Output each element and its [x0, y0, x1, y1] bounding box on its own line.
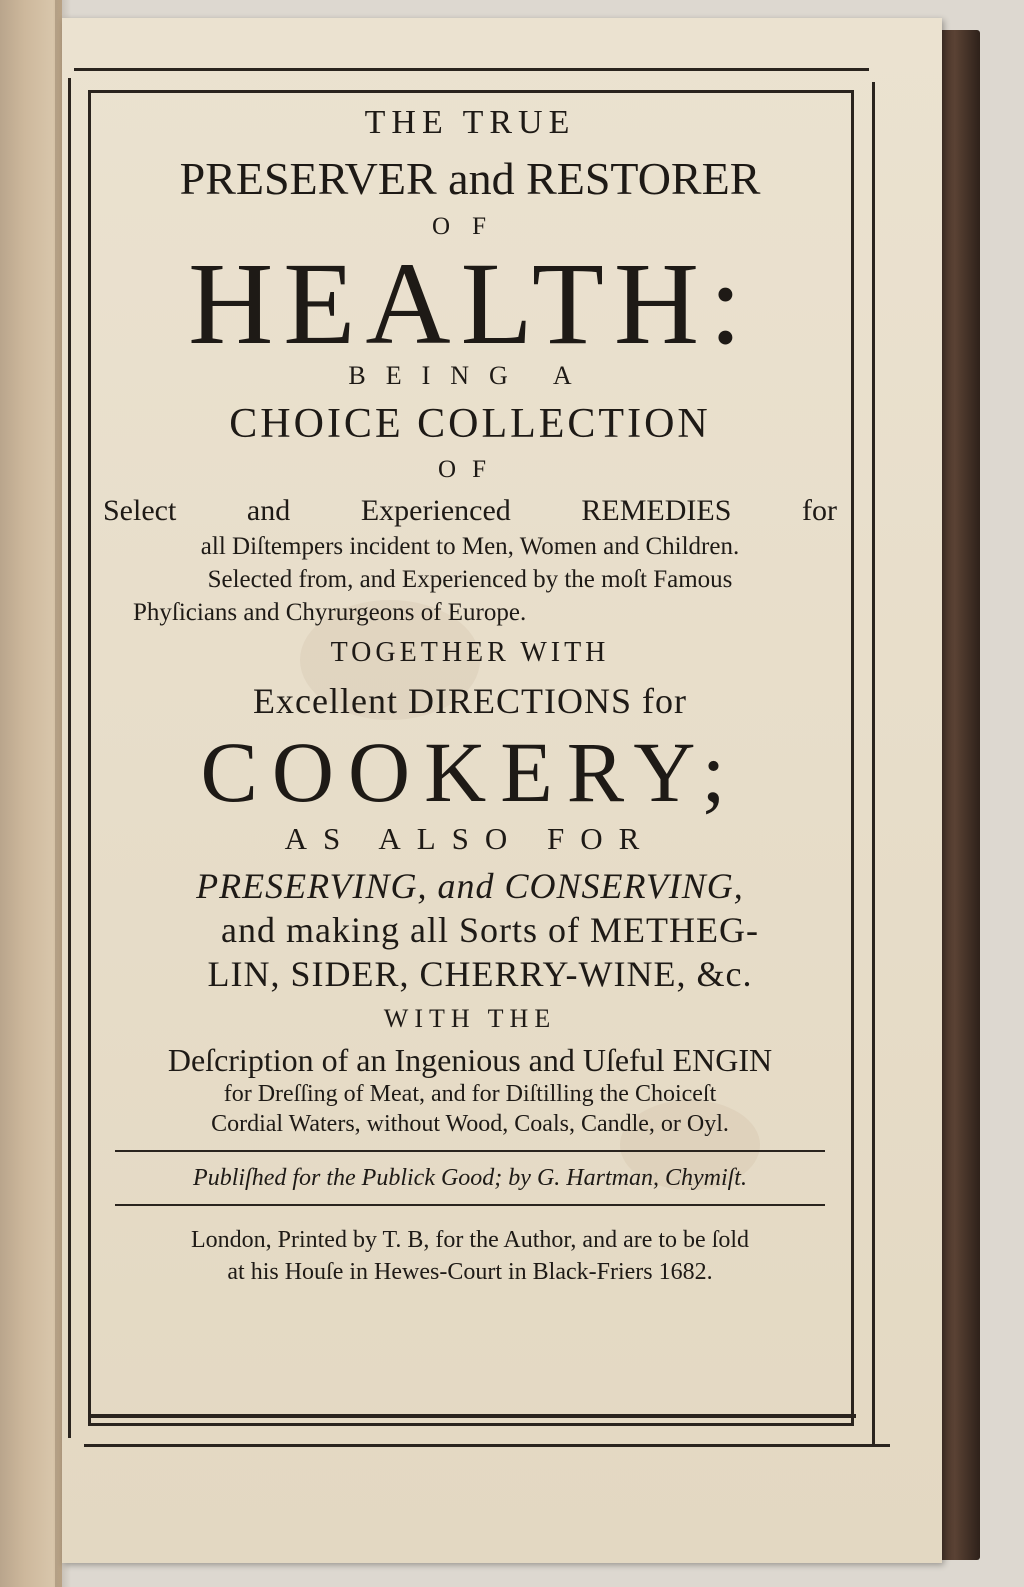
outer-rule-right — [872, 82, 875, 1447]
body-line-distempers: all Diſtempers incident to Men, Women and Children. — [200, 533, 740, 560]
outer-rule-bottom — [84, 1444, 890, 1447]
body-line-physicians: Phyſicians and Chyrurgeons of Europe. — [133, 599, 527, 626]
imprint-address-date: at his Houſe in Hewes-Court in Black-Friers 1682. — [227, 1259, 713, 1285]
subtitle-choice-collection: CHOICE COLLECTION — [229, 401, 711, 447]
body-line-selected: Selected from, and Experienced by the moſt Famous — [207, 566, 733, 593]
body-line-remedies: Select and Experienced REMEDIES for — [103, 494, 837, 527]
body-line-engin: Deſcription of an Ingenious and Uſeful ENGIN — [167, 1042, 773, 1078]
imprint-london: London, Printed by T. B, for the Author, and are to be ſold — [190, 1227, 750, 1253]
outer-rule-left — [68, 78, 71, 1438]
body-line-distilling: for Dreſſing of Meat, and for Diſtilling the Choiceſt — [223, 1081, 717, 1107]
body-line-sider: LIN, SIDER, CHERRY-WINE, &c. — [207, 954, 753, 994]
heading-with-the: WITH THE — [383, 1004, 557, 1033]
outer-rule-top — [74, 68, 869, 71]
heading-as-also-for: AS ALSO FOR — [284, 821, 656, 856]
body-line-metheglin: and making all Sorts of METHEG- — [221, 910, 759, 950]
title-line-of: OF — [432, 213, 508, 240]
heading-directions: Excellent DIRECTIONS for — [253, 681, 687, 721]
subtitle-being-a: BEING A — [348, 361, 592, 390]
title-line-health: HEALTH: — [188, 238, 752, 369]
heading-cookery: COOKERY; — [200, 724, 740, 820]
body-line-preserving: PRESERVING, and CONSERVING, — [196, 866, 744, 906]
body-line-cordial: Cordial Waters, without Wood, Coals, Candle, or Oyl. — [211, 1111, 729, 1137]
title-page-text — [95, 92, 845, 1284]
title-line-preserver: PRESERVER and RESTORER — [179, 153, 761, 204]
subtitle-of: OF — [438, 456, 502, 483]
facing-page-edge — [0, 0, 62, 1587]
divider-rule — [115, 1204, 825, 1206]
imprint-published: Publiſhed for the Publick Good; by G. Hartman, Chymiſt. — [193, 1165, 747, 1191]
heading-together-with: TOGETHER WITH — [330, 637, 610, 668]
inner-rule-bottom — [88, 1414, 856, 1418]
divider-rule — [115, 1150, 825, 1152]
title-line-the-true: THE TRUE — [364, 104, 576, 141]
